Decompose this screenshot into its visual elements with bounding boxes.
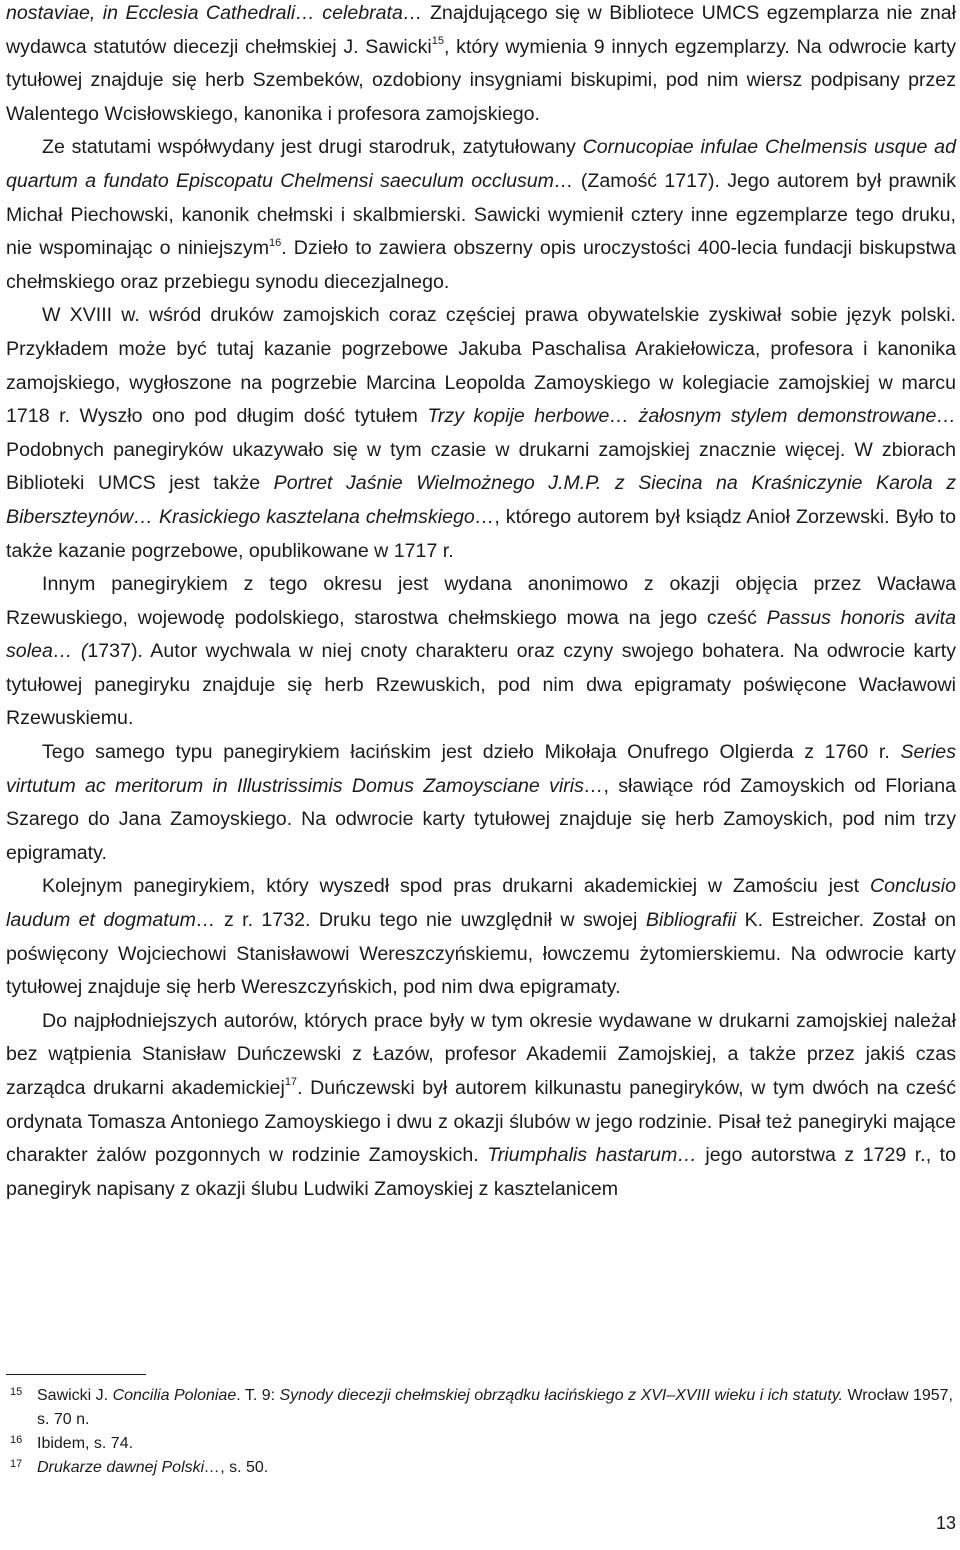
italic-title-text: Bibliografii xyxy=(645,909,737,932)
text-run: Sawicki J. xyxy=(37,1387,113,1404)
paragraph xyxy=(6,1005,956,1207)
text-run: . T. 9: xyxy=(236,1387,280,1404)
text-run: , którego autorem był ksiądz Anioł Zorzewski. Było to także kazanie pogrzebowe, opublikowane w 1717 r. xyxy=(6,505,956,562)
text-run: Tego samego typu panegirykiem łacińskim jest dzieło Mikołaja Onufrego Olgierda z 1760 r. xyxy=(42,741,901,764)
text-run: Wrocław 1957, s. 70 n. xyxy=(37,1387,953,1428)
text-run: Do najpłodniejszych autorów, których prace były w tym okresie wydawane w drukarni zamojskiej należał bez wątpienia Stanisław Duńczewski z Łazów, profesor Akademii Zamojskiej, a także przez jakiś czas zarządca drukarni akademickiej xyxy=(6,1009,956,1099)
text-run: Znajdującego się w Bibliotece UMCS egzemplarza nie znał wydawca statutów diecezji chełmskiej J. Sawicki xyxy=(6,2,956,58)
page-number: 13 xyxy=(935,1513,956,1533)
italic-title-text: Conclusio laudum et dogmatum… xyxy=(6,875,956,932)
italic-title-text: Passus honoris avita solea… ( xyxy=(6,606,957,663)
text-run: Innym panegirykiem z tego okresu jest wydana anonimowo z okazji objęcia przez Wacława Rzewuskiego, wojewodę podolskiego, starostwa chełmskiego mowa na jego cześć xyxy=(6,573,956,629)
footnote-text xyxy=(37,1387,953,1428)
text-run: K. Estreicher. Został on poświęcony Wojciechowi Stanisławowi Wereszczyńskiemu, łowczemu żytomierskiemu. Na odwrocie karty tytułowej znajduje się herb Wereszczyńskich, pod nim dwa epigramaty. xyxy=(6,909,956,999)
text-run: W XVIII w. wśród druków zamojskich coraz częściej prawa obywatelskie zyskiwał sobie język polski. Przykładem może być tutaj kazanie pogrzebowe Jakuba Paschalisa Arakiełowicza, profesora i kanonika zamojskiego, wygłoszone na pogrzebie Marcina Leopolda Zamoyskiego w kolegiacie zamojskiej w marcu 1718 r. Wyszło ono pod długim dość tytułem xyxy=(6,304,956,428)
text-run: , s. 50. xyxy=(220,1459,269,1476)
footnote-separator xyxy=(6,1374,146,1375)
text-run: , sławiące ród Zamoyskich od Floriana Szarego do Jana Zamoyskiego. Na odwrocie karty tytułowej znajduje się herb Zamoyskich, pod nim trzy epigramaty. xyxy=(6,774,956,864)
footnote-number: 17 xyxy=(10,1458,23,1470)
footnote-text xyxy=(37,1435,133,1452)
text-run: z r. 1732. Druku tego nie uwzględnił w swojej xyxy=(215,909,646,932)
paragraph xyxy=(6,0,956,131)
italic-title-text: Cornucopiae infulae Chelmensis usque ad quartum a fundato Episcopatu Chelmensi saeculum occlusum… xyxy=(6,136,956,192)
footnote xyxy=(6,1432,956,1456)
paragraph xyxy=(6,568,956,736)
body-text xyxy=(6,0,956,1206)
paragraph xyxy=(6,299,956,568)
footnote-reference: 16 xyxy=(269,236,282,249)
italic-title-text: Synody diecezji chełmskiej obrządku łacińskiego z XVI–XVIII wieku i ich statuty. xyxy=(279,1387,844,1404)
italic-title-text: Portret Jaśnie Wielmożnego J.M.P. z Siecina na Kraśniczynie Karola z Biberszteynów… Krasickiego kasztelana chełmskiego… xyxy=(6,472,956,528)
text-run: Kolejnym panegirykiem, który wyszedł spod pras drukarni akademickiej w Zamościu jest xyxy=(42,875,870,898)
italic-title-text: nostaviae, in Ecclesia Cathedrali… celebrata… xyxy=(6,2,423,24)
footnote-reference: 15 xyxy=(431,35,444,48)
text-run: Ibidem, s. 74. xyxy=(37,1435,134,1452)
footnote-reference: 17 xyxy=(284,1076,298,1089)
text-run: Ze statutami współwydany jest drugi starodruk, zatytułowany xyxy=(42,136,583,159)
footnote xyxy=(6,1456,956,1480)
italic-title-text: Trzy kopije herbowe… żałosnym stylem demonstrowane… xyxy=(427,405,956,428)
footnote-text xyxy=(37,1459,268,1476)
italic-title-text: Series virtutum ac meritorum in Illustrissimis Domus Zamoysciane viris… xyxy=(6,741,956,797)
paragraph xyxy=(6,870,956,1004)
footnote-number: 16 xyxy=(10,1434,23,1446)
text-run: . Duńczewski był autorem kilkunastu panegiryków, w tym dwóch na cześć ordynata Tomasza Antoniego Zamoyskiego i dwu z okazji ślubów w jego rodzinie. Pisał też panegiryki mające charakter żalów pozgonnych w rodzinie Zamoyskich. xyxy=(6,1077,956,1167)
paragraph xyxy=(6,736,956,870)
italic-title-text: Concilia Poloniae xyxy=(112,1387,237,1404)
text-run: , który wymienia 9 innych egzemplarzy. Na odwrocie karty tytułowej znajduje się herb Szembeków, ozdobiony insygniami biskupimi, pod nim wiersz podpisany przez Walentego Wcisłowskiego, kanonika i profesora zamojskiego. xyxy=(6,35,956,125)
footnote xyxy=(6,1384,956,1432)
text-run: (Zamość 1717). Jego autorem był prawnik Michał Piechowski, kanonik chełmski i skalbmierski. Sawicki wymienił cztery inne egzemplarze tego druku, nie wspominając o niniejszym xyxy=(6,169,957,260)
text-run: jego autorstwa z 1729 r., to panegiryk napisany z okazji ślubu Ludwiki Zamoyskiej z kasztelanicem xyxy=(6,1144,956,1200)
italic-title-text: Drukarze dawnej Polski… xyxy=(37,1459,221,1476)
footnote-number: 15 xyxy=(10,1386,23,1398)
footnotes xyxy=(6,1384,956,1480)
text-run: Podobnych panegiryków ukazywało się w tym czasie w drukarni zamojskiej znacznie więcej. W zbiorach Biblioteki UMCS jest także xyxy=(6,438,956,495)
text-run: . Dzieło to zawiera obszerny opis uroczystości 400-lecia fundacji biskupstwa chełmskiego oraz przebiegu synodu diecezjalnego. xyxy=(6,237,956,293)
paragraph xyxy=(6,131,956,299)
text-run: 1737). Autor wychwala w niej cnoty charakteru oraz czyny swojego bohatera. Na odwrocie karty tytułowej panegiryku znajduje się herb Rzewuskich, pod nim dwa epigramaty poświęcone Wacławowi Rzewuskiemu. xyxy=(6,640,957,730)
italic-title-text: Triumphalis hastarum… xyxy=(487,1144,697,1167)
